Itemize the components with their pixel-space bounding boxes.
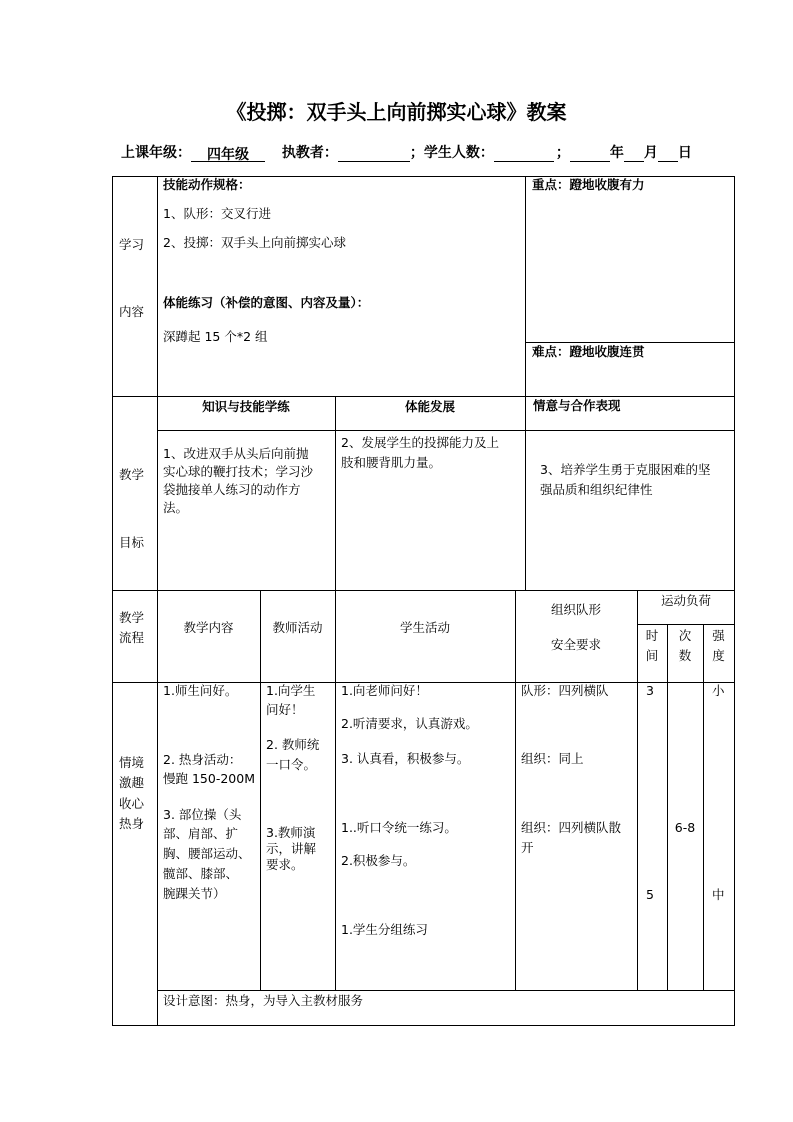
goals-header-2: 目标 <box>119 535 145 550</box>
page-title: 《投掷：双手头上向前掷实心球》教案 <box>226 100 567 124</box>
flow-header-1: 教学 <box>119 610 145 625</box>
teacher-item: 2. 教师统 <box>266 737 320 752</box>
col-header-time: 时 <box>645 628 659 643</box>
intensity-value: 中 <box>712 887 725 902</box>
col-header-intensity: 强 <box>712 628 725 643</box>
key-point: 重点：蹬地收腹有力 <box>532 177 645 192</box>
month-label: 月 <box>643 145 658 161</box>
goal-text-line: 强品质和组织纪律性 <box>540 482 653 497</box>
col-header-count: 数 <box>678 648 692 663</box>
day-label: 日 <box>677 145 692 161</box>
skill-item: 2、投掷：双手头上向前掷实心球 <box>163 235 346 250</box>
teacher-item: 3.教师演 <box>266 825 316 840</box>
year-label: 年 <box>609 145 624 161</box>
goal-text-line: 法。 <box>163 500 189 515</box>
row-divider <box>112 396 735 397</box>
row-divider <box>112 590 735 591</box>
year-blank <box>570 144 610 162</box>
skill-title: 技能动作规格： <box>163 177 251 192</box>
row-divider <box>157 430 735 431</box>
teacher-item: 一口令。 <box>266 757 317 772</box>
day-blank <box>658 144 678 162</box>
col-divider <box>335 396 336 591</box>
student-item: 1.学生分组练习 <box>341 922 428 937</box>
goal-text-line: 1、改进双手从头后向前抛 <box>163 446 309 461</box>
stage-label: 情境 <box>119 755 145 770</box>
col-header-count: 次 <box>678 628 692 643</box>
stage-label: 收心 <box>119 796 145 811</box>
teacher-item: 1.向学生 <box>266 683 316 698</box>
content-item: 3. 部位操（头 <box>163 807 242 822</box>
student-item: 3. 认真看，积极参与。 <box>341 751 470 766</box>
table-border-bottom <box>112 1025 735 1026</box>
col-divider <box>525 176 526 397</box>
intensity-value: 小 <box>712 683 725 698</box>
org-item: 开 <box>521 840 534 855</box>
content-item: 胸、腰部运动、 <box>163 846 251 861</box>
student-count-label: ；学生人数： <box>409 145 494 161</box>
learning-header-2: 内容 <box>119 304 145 319</box>
grade-value: 四年级 <box>191 144 265 162</box>
col-header-time: 间 <box>645 648 659 663</box>
content-item: 慢跑 150-200M <box>163 771 255 786</box>
student-count-value <box>494 144 554 162</box>
student-item: 2.积极参与。 <box>341 853 416 868</box>
stage-label: 激趣 <box>119 775 145 790</box>
learning-header-1: 学习 <box>119 237 145 252</box>
goal-text-line: 实心球的鞭打技术；学习沙 <box>163 464 314 479</box>
class-info-line <box>121 142 692 162</box>
goal-col-title-fitness: 体能发展 <box>404 399 455 414</box>
org-item: 队形：四列横队 <box>521 683 609 698</box>
content-item: 髋部、膝部、 <box>163 866 239 881</box>
teacher-item: 要求。 <box>266 857 304 872</box>
table-border-left <box>112 176 113 1026</box>
design-intent: 设计意图：热身，为导入主教材服务 <box>163 993 364 1008</box>
goal-col-title-affect: 情意与合作表现 <box>533 398 621 413</box>
stage-label: 热身 <box>119 816 145 831</box>
teacher-item: 示，讲解 <box>266 841 317 856</box>
col-divider <box>525 396 526 591</box>
time-value: 3 <box>646 683 654 698</box>
teacher-item: 问好！ <box>266 702 304 717</box>
flow-header-2: 流程 <box>119 630 145 645</box>
col-header-org: 组织队形 <box>550 602 601 617</box>
goal-col-title-skill: 知识与技能学练 <box>202 399 290 414</box>
separator: ； <box>555 145 570 161</box>
teacher-value <box>338 144 410 162</box>
content-item: 1.师生问好。 <box>163 683 238 698</box>
col-divider <box>260 590 261 991</box>
content-item: 部、肩部、扩 <box>163 826 239 841</box>
student-item: 1.向老师问好！ <box>341 683 428 698</box>
col-divider <box>667 624 668 991</box>
student-item: 1..听口令统一练习。 <box>341 820 457 835</box>
row-divider <box>637 624 735 625</box>
col-divider <box>703 624 704 991</box>
fitness-title: 体能练习（补偿的意图、内容及量）： <box>163 295 370 310</box>
grade-label: 上课年级： <box>121 145 191 161</box>
time-value: 5 <box>646 887 654 902</box>
content-item: 2. 热身活动： <box>163 752 242 767</box>
goal-text-line: 袋抛接单人练习的动作方 <box>163 482 301 497</box>
col-header-teacher: 教师活动 <box>272 620 323 635</box>
month-blank <box>624 144 644 162</box>
skill-item: 1、队形：交叉行进 <box>163 206 271 221</box>
student-item: 2.听清要求，认真游戏。 <box>341 716 478 731</box>
row-divider <box>157 990 735 991</box>
goal-text-line: 2、发展学生的投掷能力及上 <box>341 435 499 450</box>
goal-text-line: 肢和腰背肌力量。 <box>341 455 442 470</box>
col-header-student: 学生活动 <box>399 620 450 635</box>
fitness-item: 深蹲起 15 个*2 组 <box>163 329 268 344</box>
col-divider <box>335 590 336 991</box>
col-header-safety: 安全要求 <box>550 637 601 652</box>
header-column-divider <box>157 176 158 1026</box>
org-item: 组织：四列横队散 <box>521 820 622 835</box>
col-header-load: 运动负荷 <box>660 593 711 608</box>
count-value: 6-8 <box>674 820 696 835</box>
col-header-intensity: 度 <box>712 648 725 663</box>
goal-text-line: 3、培养学生勇于克服困难的坚 <box>540 462 711 477</box>
difficulty-point: 难点：蹬地收腹连贯 <box>532 344 645 359</box>
content-item: 腕踝关节） <box>163 886 226 901</box>
org-item: 组织：同上 <box>521 751 584 766</box>
teacher-label: 执教者： <box>281 145 338 161</box>
col-header-content: 教学内容 <box>183 620 234 635</box>
goals-header-1: 教学 <box>119 467 145 482</box>
